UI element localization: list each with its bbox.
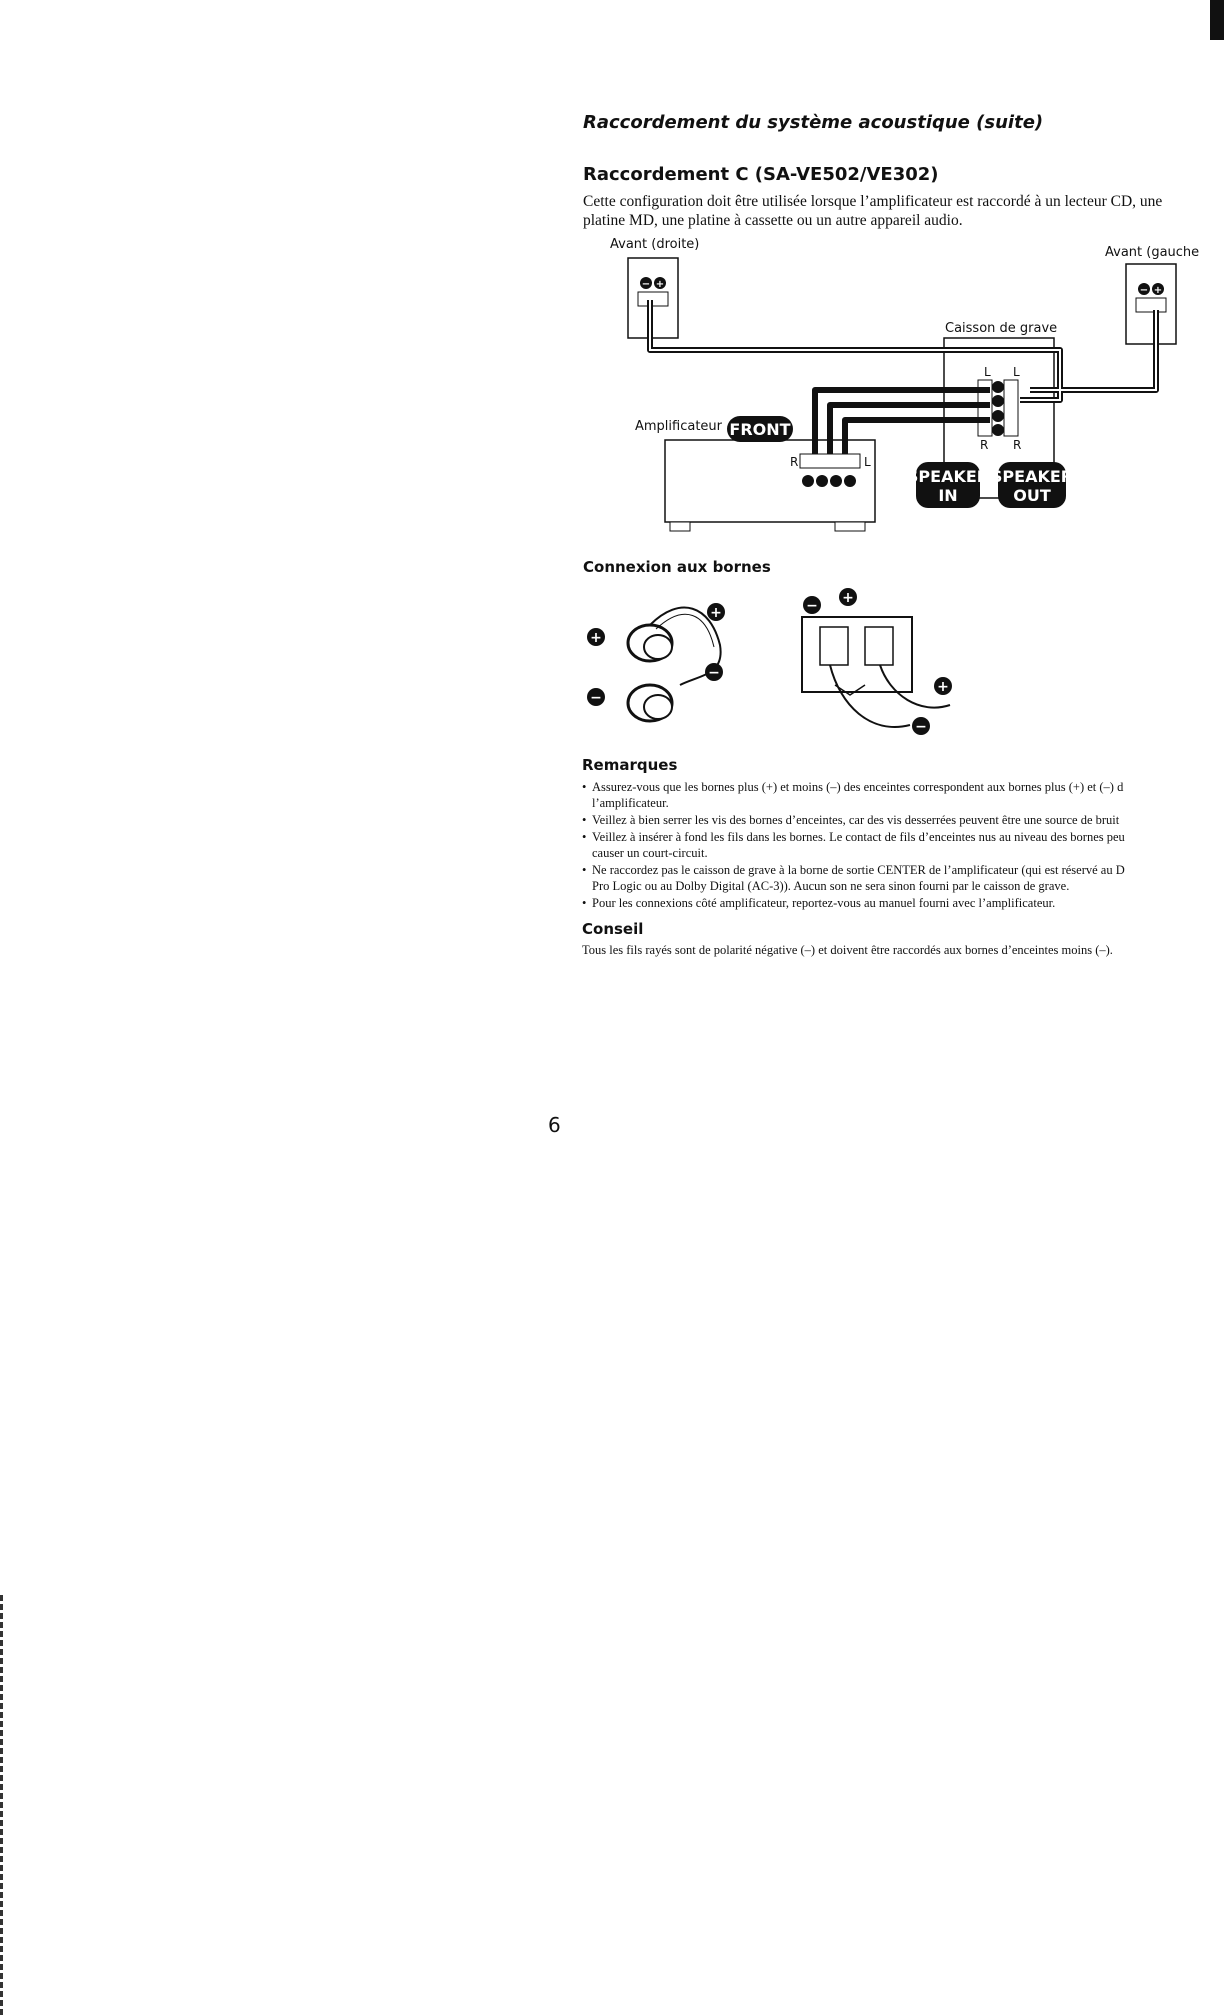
svg-text:+: + <box>590 630 602 646</box>
svg-text:−: − <box>641 279 651 290</box>
speaker-in-badge <box>907 462 989 508</box>
svg-text:−: − <box>708 665 720 681</box>
svg-text:−: − <box>806 598 818 614</box>
svg-text:+: + <box>710 605 722 621</box>
svg-text:SPEAKER: SPEAKER <box>990 467 1074 486</box>
label-subwoofer: Caisson de grave <box>945 321 1058 336</box>
remark-item: • Pour les connexions côté amplificateur, reportez-vous au manuel fourni avec l’amplificateur. <box>582 895 1212 911</box>
page-edge-mark <box>1210 0 1224 40</box>
remark-item: • Veillez à bien serrer les vis des bornes d’enceintes, car des vis desserrées peuvent être une source de bruit <box>582 812 1212 828</box>
svg-text:+: + <box>937 679 949 695</box>
section-title: Raccordement C (SA-VE502/VE302) <box>583 164 939 185</box>
connection-diagram <box>590 230 1210 540</box>
remark-item: • Veillez à insérer à fond les fils dans les bornes. Le contact de fils d’enceintes nus au niveau des bornes peu causer un court-circuit. <box>582 829 1212 861</box>
screw-terminal-illustration <box>587 603 725 721</box>
svg-text:FRONT: FRONT <box>729 420 791 439</box>
svg-text:SPEAKER: SPEAKER <box>906 467 990 486</box>
svg-text:IN: IN <box>938 486 958 505</box>
svg-text:R: R <box>790 455 799 469</box>
label-front-left: Avant (gauche <box>1105 245 1200 260</box>
svg-text:−: − <box>1139 285 1149 296</box>
tip-text: Tous les fils rayés sont de polarité négative (–) et doivent être raccordés aux bornes d’enceintes moins (–). <box>582 943 1113 957</box>
svg-text:OUT: OUT <box>1013 486 1051 505</box>
label-front-right: Avant (droite) <box>610 237 700 252</box>
svg-text:+: + <box>842 590 854 606</box>
page-number: 6 <box>548 1113 561 1137</box>
svg-text:R: R <box>1013 438 1022 452</box>
speaker-front-left <box>1126 264 1176 344</box>
remark-item: • Ne raccordez pas le caisson de grave à la borne de sortie CENTER de l’amplificateur (qui est réservé au D Pro Logic ou au Dolby Digital (AC-3)). Aucun son ne sera sinon fourni par le caisson de grave. <box>582 862 1212 894</box>
tip-title: Conseil <box>582 920 644 938</box>
svg-text:L: L <box>984 365 991 379</box>
label-amplifier: Amplificateur <box>635 419 723 434</box>
terminal-illustrations <box>580 585 960 755</box>
running-title: Raccordement du système acoustique (suite) <box>583 112 1044 133</box>
remarks-list <box>582 779 1212 912</box>
svg-text:L: L <box>1013 365 1020 379</box>
svg-text:+: + <box>1153 285 1163 296</box>
speaker-cables <box>650 300 1156 454</box>
svg-text:−: − <box>915 719 927 735</box>
front-badge <box>727 416 793 442</box>
intro-paragraph: Cette configuration doit être utilisée lorsque l’amplificateur est raccordé à un lecteur CD, une platine MD, une platine à cassette ou un autre appareil audio. <box>583 193 1163 229</box>
svg-text:R: R <box>980 438 989 452</box>
spring-clip-illustration <box>802 588 952 735</box>
terminals-title: Connexion aux bornes <box>583 558 771 576</box>
svg-text:−: − <box>590 690 602 706</box>
svg-text:L: L <box>864 455 871 469</box>
remark-item: • Assurez-vous que les bornes plus (+) et moins (–) des enceintes correspondent aux bornes plus (+) et (–) d l’amplificateur. <box>582 779 1212 811</box>
remarks-title: Remarques <box>582 756 678 774</box>
speaker-out-badge <box>991 462 1073 508</box>
binding-edge <box>0 1595 3 2016</box>
svg-text:+: + <box>655 279 665 290</box>
